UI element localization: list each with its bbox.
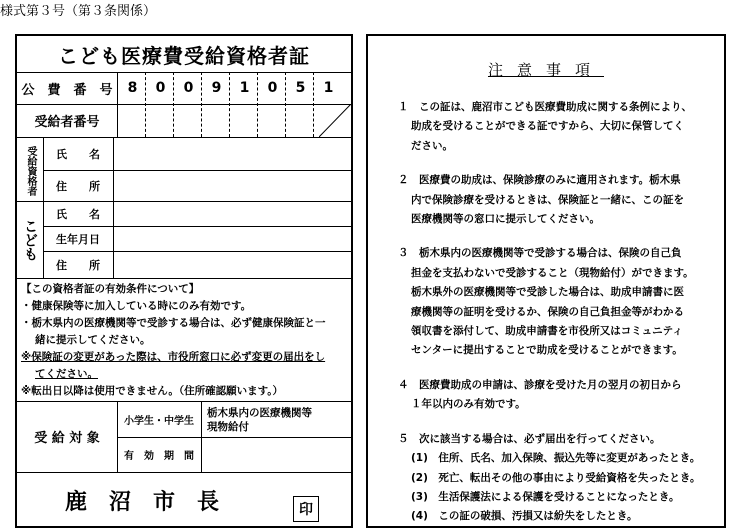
diagonal-corner-mark xyxy=(319,104,351,137)
note-item xyxy=(398,376,724,415)
child-address-label: 住 所 xyxy=(56,258,100,272)
public-number-digit: 5 xyxy=(295,80,306,96)
note-line: 療機関等の証明を受けるか、保険の自己負担金等がわかる xyxy=(411,305,684,318)
note-line: ４ 医療費助成の申請は、診療を受けた月の翌月の初日から xyxy=(398,378,682,391)
condition-item: 緒に提示してください。 xyxy=(35,334,151,346)
child-name-label: 氏 名 xyxy=(56,207,100,221)
condition-item: ・栃木県内の医療機関等で受診する場合は、必ず健康保険証と一 xyxy=(21,317,326,329)
note-subitem: (1) 住所、氏名、加入保険、振込先等に変更があったとき。 xyxy=(411,452,701,465)
benefit-type-text xyxy=(207,406,347,434)
school-level-label: 小学生・中学生 xyxy=(124,415,194,427)
notes-list xyxy=(398,98,724,527)
note-subitem: (4) この証の破損、汚損又は紛失をしたとき。 xyxy=(411,510,638,523)
recipient-number-label: 受給者番号 xyxy=(34,115,100,130)
note-line: 領収書を添付して、助成申請書を市役所又はコミュニティ xyxy=(411,325,683,338)
note-line: 医療機関等の窓口に提示してください。 xyxy=(411,213,600,226)
public-number-label: 公 費 番 号 xyxy=(21,82,113,98)
validity-period-label: 有 効 期 間 xyxy=(124,451,194,462)
note-line: ２ 医療費の助成は、保険診療のみに適用されます。栃木県 xyxy=(398,174,681,187)
public-number-digit: 8 xyxy=(127,80,138,96)
note-line: １ この証は、鹿沼市こども医療費助成に関する条例により、 xyxy=(398,101,692,113)
note-line: 助成を受けることができる証ですから、大切に保管してく xyxy=(411,120,684,133)
note-line: ３ 栃木県内の医療機関等で受診する場合は、保険の自己負 xyxy=(398,247,682,260)
public-number-digit: 0 xyxy=(155,80,166,96)
certificate-title: こども医療費受給資格者証 xyxy=(58,43,310,68)
form-number-label: 様式第３号（第３条関係） xyxy=(0,4,157,19)
condition-item: ・健康保険等に加入している時にのみ有効です。 xyxy=(21,300,252,312)
public-number-digit: 9 xyxy=(211,80,222,96)
note-item xyxy=(398,430,724,527)
benefit-type-line: 現物給付 xyxy=(207,421,249,433)
note-line: ださい。 xyxy=(411,139,453,152)
note-subitem: (2) 死亡、転出その他の事由により受給資格を失ったとき。 xyxy=(411,471,701,484)
note-item xyxy=(398,171,724,229)
eligibility-certificate-card xyxy=(15,34,353,528)
note-line: ５ 次に該当する場合は、必ず届出を行ってください。 xyxy=(398,432,661,445)
note-line: １年以内のみ有効です。 xyxy=(411,398,526,411)
public-number-digit: 0 xyxy=(183,80,194,96)
condition-item: ※転出日以降は使用できません。（住所確認願います。） xyxy=(21,385,283,397)
condition-item-notice: てください。 xyxy=(35,368,98,380)
note-line: 栃木県外の医療機関等で受診した場合は、助成申請書に医 xyxy=(411,286,684,299)
public-number-digit: 0 xyxy=(267,80,278,96)
qualified-person-label: 受給資格者 xyxy=(25,146,36,196)
note-line: 内で保険診療を受けるときは、保険証と一緒に、この証を xyxy=(411,193,684,206)
note-line: センターに提出することで助成を受けることができます。 xyxy=(411,344,683,357)
note-line: 担金を支払わないで受診すること（現物給付）ができます。 xyxy=(411,266,694,279)
note-item xyxy=(398,244,724,360)
public-number-digit: 1 xyxy=(239,80,250,96)
note-subitem: (3) 生活保護法による保護を受けることになったとき。 xyxy=(411,490,680,503)
child-birthdate-label: 生年月日 xyxy=(56,232,100,246)
benefit-type-line: 栃木県内の医療機関等 xyxy=(207,407,312,419)
guardian-address-label: 住 所 xyxy=(56,179,100,193)
seal-stamp: 印 xyxy=(293,496,319,522)
public-number-digit: 1 xyxy=(323,80,334,96)
condition-item-notice: ※保険証の変更があった際は、市役所窓口に必ず変更の届出をし xyxy=(21,351,326,363)
notes-title xyxy=(368,58,724,80)
notes-card xyxy=(366,34,726,528)
notes-title-text: 注意事項 xyxy=(487,60,604,79)
conditions-heading: 【この資格者証の有効条件について】 xyxy=(21,283,200,295)
guardian-name-label: 氏 名 xyxy=(56,147,100,161)
child-label: こども xyxy=(22,219,38,261)
issuer-name: 鹿 沼 市 長 xyxy=(64,489,219,515)
eligibility-label: 受 給 対 象 xyxy=(34,431,100,446)
note-item xyxy=(398,98,724,156)
validity-conditions xyxy=(21,281,351,400)
